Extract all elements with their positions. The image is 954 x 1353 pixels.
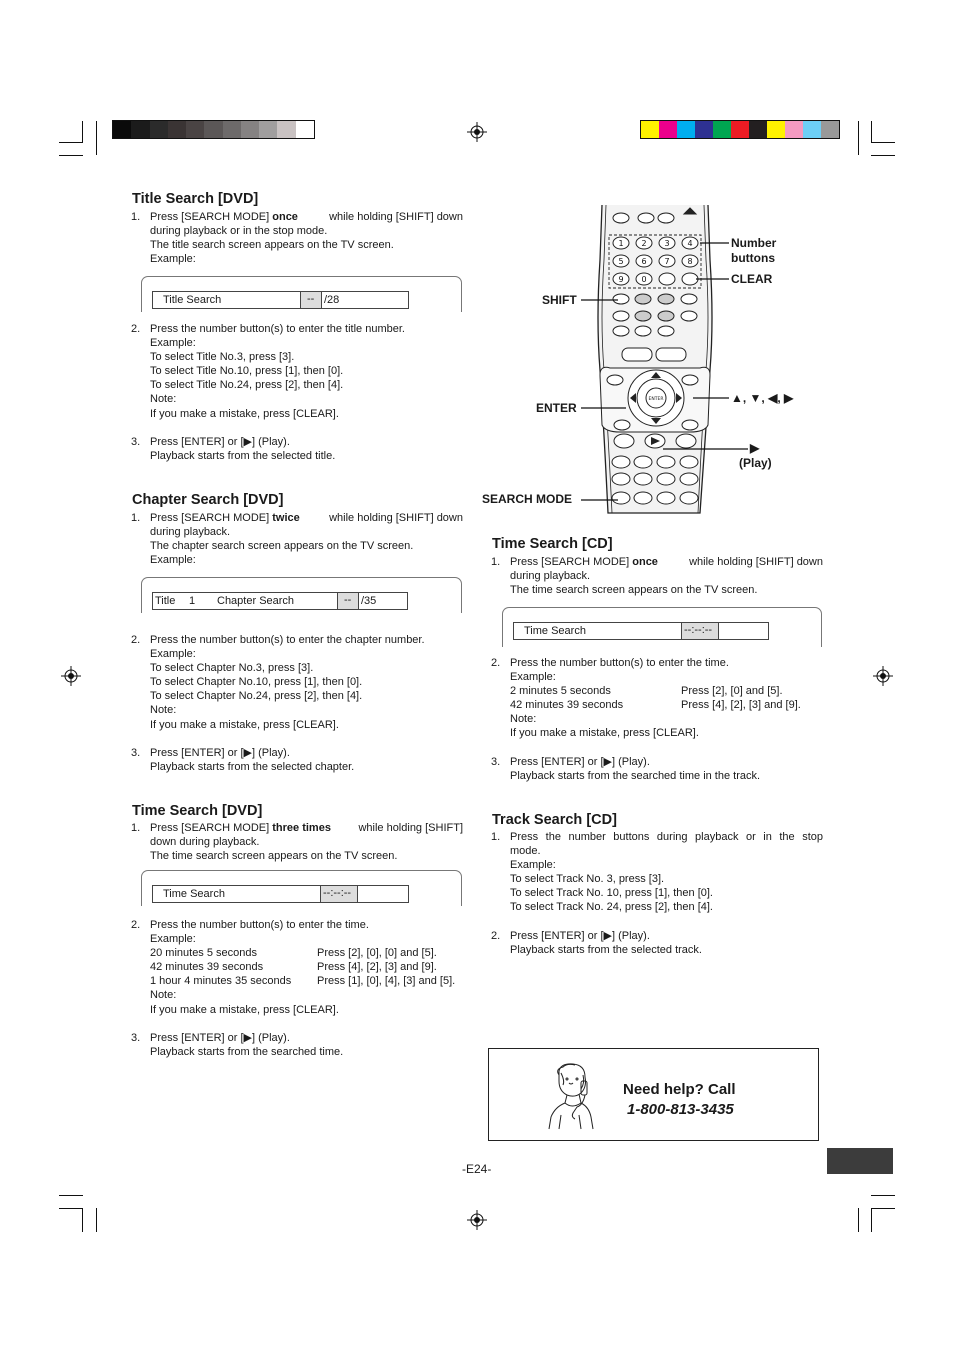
cd-time-input: --:--:-- <box>681 623 719 639</box>
search-mode-label: SEARCH MODE <box>482 492 573 506</box>
registration-mark-icon <box>467 122 487 142</box>
chapter-search-field: Title 1 Chapter Search -- /35 <box>152 592 408 610</box>
enter-label: ENTER <box>536 401 577 415</box>
time-search-cd-step-3: 3. Press [ENTER] or [▶] (Play). Playback starts from the searched time in the track. <box>491 756 761 783</box>
help-phone-number: 1-800-813-3435 <box>627 1101 734 1118</box>
calibration-swatch <box>241 121 259 138</box>
arrows-label: ▲, ▼, ◀, ▶ <box>731 391 794 405</box>
registration-mark-icon <box>467 1210 487 1230</box>
clear-label: CLEAR <box>731 272 773 286</box>
grayscale-calibration-bar <box>112 120 315 139</box>
registration-mark-icon <box>873 666 893 686</box>
time-search-dvd-step-1: 1. Press [SEARCH MODE] three times while holding [SHIFT] down during playback. The time search screen appears on the TV screen. <box>131 822 463 863</box>
page-tab-marker <box>827 1148 893 1174</box>
chapter-search-heading: Chapter Search [DVD] <box>132 492 284 508</box>
calibration-swatch <box>749 121 767 138</box>
calibration-swatch <box>277 121 295 138</box>
registration-mark-icon <box>61 666 81 686</box>
calibration-swatch <box>259 121 277 138</box>
calibration-swatch <box>713 121 731 138</box>
calibration-swatch <box>677 121 695 138</box>
title-search-heading: Title Search [DVD] <box>132 191 259 207</box>
remote-key-6: 6 <box>641 257 647 266</box>
remote-key-0: 0 <box>641 275 647 284</box>
calibration-swatch <box>785 121 803 138</box>
title-number-input: -- <box>300 292 322 308</box>
chapter-number-input: -- <box>337 593 359 609</box>
calibration-swatch <box>131 121 149 138</box>
time-search-dvd-heading: Time Search [DVD] <box>132 803 263 819</box>
remote-key-1: 1 <box>618 239 624 248</box>
remote-key-4: 4 <box>687 239 693 248</box>
title-search-step-2: 2. Press the number button(s) to enter the title number. Example: To select Title No.3, press [3]. To select Title No.10, press [1], then [0]. To select Title No.24, press [2], then [4]. Note: If you make a mistake, press [CLEAR]. <box>131 323 405 420</box>
number-buttons-label: Number buttons <box>731 236 777 265</box>
calibration-swatch <box>659 121 677 138</box>
page-number: -E24- <box>462 1162 492 1176</box>
calibration-swatch <box>204 121 222 138</box>
track-search-step-2: 2. Press [ENTER] or [▶] (Play). Playback starts from the selected track. <box>491 930 702 957</box>
calibration-swatch <box>695 121 713 138</box>
time-search-dvd-step-3: 3. Press [ENTER] or [▶] (Play). Playback starts from the searched time. <box>131 1032 344 1059</box>
calibration-swatch <box>821 121 839 138</box>
remote-key-3: 3 <box>664 239 670 248</box>
help-box <box>488 1048 819 1141</box>
calibration-swatch <box>641 121 659 138</box>
remote-key-9: 9 <box>618 275 624 284</box>
remote-key-2: 2 <box>641 239 647 248</box>
chapter-search-step-2: 2. Press the number button(s) to enter the chapter number. Example: To select Chapter No.3, press [3]. To select Chapter No.10, press [1], then [0]. To select Chapter No.24, press [2], then [4]. Note: If you make a mistake, press [CLEAR]. <box>131 634 425 731</box>
calibration-swatch <box>731 121 749 138</box>
title-search-step-1: 1. Press [SEARCH MODE] once while holding [SHIFT] down during playback or in the stop mode. The title search screen appears on the TV screen. Example: <box>131 211 463 266</box>
calibration-swatch <box>767 121 785 138</box>
remote-key-5: 5 <box>618 257 624 266</box>
calibration-swatch <box>168 121 186 138</box>
track-search-heading: Track Search [CD] <box>492 812 617 828</box>
calibration-swatch <box>113 121 131 138</box>
remote-callout-lines <box>478 230 758 520</box>
time-input: --:--:-- <box>320 886 358 902</box>
time-search-dvd-field: Time Search --:--:-- <box>152 885 409 903</box>
time-search-dvd-step-2: 2. Press the number button(s) to enter the time. Example: 20 minutes 5 seconds Press [2], [0], [0] and [5]. 42 minutes 39 seconds Press [4], [2], [3] and [9]. 1 hour 4 minutes 35 seconds Press [1], [0], [4], [3] and [5]. Note: If you make a mistake, press [CLEAR]. <box>131 919 456 1016</box>
track-search-step-1: 1. Press the number buttons during playback or in the stop mode. Example: To select Track No. 3, press [3]. To select Track No. 10, press [1], then [0]. To select Track No. 24, press [2], then [4]. <box>491 831 823 914</box>
chapter-search-step-3: 3. Press [ENTER] or [▶] (Play). Playback starts from the selected chapter. <box>131 747 355 774</box>
help-line-1: Need help? Call <box>623 1081 736 1098</box>
time-search-cd-field: Time Search --:--:-- <box>513 622 769 640</box>
time-search-cd-step-1: 1. Press [SEARCH MODE] once while holding [SHIFT] down during playback. The time search screen appears on the TV screen. <box>491 556 823 597</box>
shift-label: SHIFT <box>542 293 577 307</box>
calibration-swatch <box>223 121 241 138</box>
time-search-cd-heading: Time Search [CD] <box>492 536 613 552</box>
remote-key-7: 7 <box>664 257 670 266</box>
support-agent-icon <box>545 1061 595 1131</box>
play-arrow-label: ▶ <box>750 441 760 455</box>
chapter-search-step-1: 1. Press [SEARCH MODE] twice while holding [SHIFT] down during playback. The chapter search screen appears on the TV screen. Example: <box>131 512 463 567</box>
color-calibration-bar <box>640 120 840 139</box>
title-search-step-3: 3. Press [ENTER] or [▶] (Play). Playback starts from the selected title. <box>131 436 336 463</box>
calibration-swatch <box>296 121 314 138</box>
calibration-swatch <box>186 121 204 138</box>
play-label: (Play) <box>739 456 772 470</box>
remote-enter-key: ENTER <box>648 397 664 402</box>
calibration-swatch <box>803 121 821 138</box>
remote-key-8: 8 <box>687 257 693 266</box>
time-search-cd-step-2: 2. Press the number button(s) to enter the time. Example: 2 minutes 5 seconds Press [2], [0] and [5]. 42 minutes 39 seconds Press [4], [2], [3] and [9]. Note: If you make a mistake, press [CLEAR]. <box>491 657 801 740</box>
calibration-swatch <box>150 121 168 138</box>
title-search-field: Title Search -- /28 <box>152 291 409 309</box>
